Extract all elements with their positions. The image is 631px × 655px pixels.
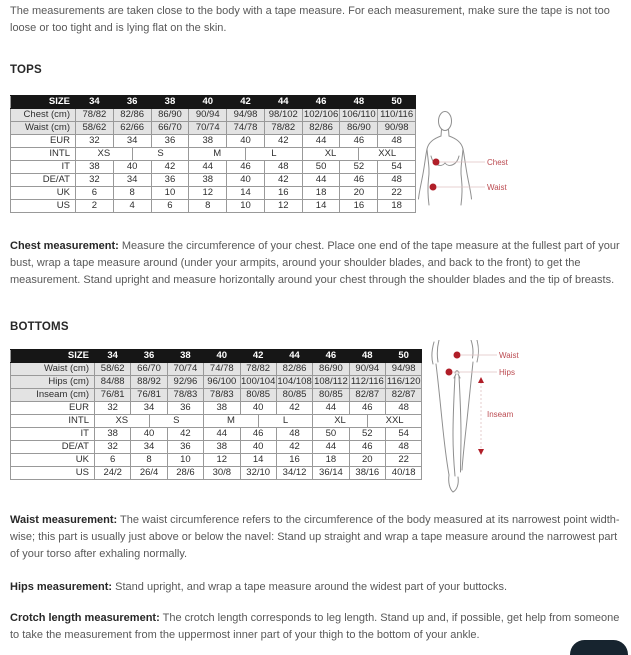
table-cell: 84/88 bbox=[95, 376, 131, 389]
tops-heading: TOPS bbox=[10, 64, 42, 76]
table-cell: 36 bbox=[151, 174, 189, 187]
row-label-cell: EUR bbox=[11, 135, 76, 148]
table-cell: 34 bbox=[113, 135, 151, 148]
table-row bbox=[11, 402, 422, 415]
table-cell: 36 bbox=[151, 135, 189, 148]
table-cell: 32 bbox=[95, 441, 131, 454]
row-label-cell: UK bbox=[11, 454, 95, 467]
table-cell: 30/8 bbox=[204, 467, 240, 480]
table-cell: 34 bbox=[113, 174, 151, 187]
size-column-header: 38 bbox=[167, 350, 203, 363]
table-cell: 18 bbox=[313, 454, 349, 467]
row-label-cell: INTL bbox=[11, 415, 95, 428]
waist-figure-label: Waist bbox=[499, 351, 519, 360]
table-cell: 48 bbox=[264, 161, 302, 174]
table-cell: 82/86 bbox=[113, 109, 151, 122]
crotch-paragraph-lead: Crotch length measurement: bbox=[10, 612, 160, 624]
table-cell: 36/14 bbox=[313, 467, 349, 480]
table-row bbox=[11, 109, 416, 122]
table-cell: 22 bbox=[386, 454, 422, 467]
table-cell: 40 bbox=[113, 161, 151, 174]
table-cell: 40 bbox=[240, 402, 276, 415]
row-label-cell: Chest (cm) bbox=[11, 109, 76, 122]
table-row bbox=[11, 200, 416, 213]
size-column-header: 40 bbox=[189, 96, 227, 109]
table-cell: 32 bbox=[76, 135, 114, 148]
table-row bbox=[11, 122, 416, 135]
table-cell: 58/62 bbox=[76, 122, 114, 135]
table-cell: 2 bbox=[76, 200, 114, 213]
table-cell: 48 bbox=[276, 428, 312, 441]
row-label-cell: EUR bbox=[11, 402, 95, 415]
row-label-cell: US bbox=[11, 200, 76, 213]
table-cell: 52 bbox=[349, 428, 385, 441]
inseam-figure-label: Inseam bbox=[487, 410, 514, 419]
table-row bbox=[11, 428, 422, 441]
table-row bbox=[11, 467, 422, 480]
inseam-arrow-down bbox=[478, 449, 484, 455]
intro-text: The measurements are taken close to the body with a tape measure. For each measurement, make sure the tape is not too loose or too tight and is lying flat on the skin. bbox=[10, 5, 610, 34]
table-cell: 82/86 bbox=[302, 122, 340, 135]
table-cell: 42 bbox=[276, 402, 312, 415]
size-column-header: 46 bbox=[302, 96, 340, 109]
table-cell: 44 bbox=[204, 428, 240, 441]
table-cell: 80/85 bbox=[276, 389, 312, 402]
table-cell: 46 bbox=[240, 428, 276, 441]
tops-size-table bbox=[10, 95, 416, 213]
table-cell: 6 bbox=[95, 454, 131, 467]
table-cell: 44 bbox=[313, 441, 349, 454]
table-cell: 34 bbox=[131, 402, 167, 415]
tops-figure bbox=[415, 105, 530, 220]
table-cell: 34 bbox=[131, 441, 167, 454]
table-cell: 78/83 bbox=[204, 389, 240, 402]
table-row bbox=[11, 174, 416, 187]
table-cell: 70/74 bbox=[189, 122, 227, 135]
table-cell: 78/83 bbox=[167, 389, 203, 402]
table-cell: 74/78 bbox=[227, 122, 265, 135]
table-row bbox=[11, 363, 422, 376]
table-cell: 38 bbox=[189, 174, 227, 187]
table-cell: 16 bbox=[264, 187, 302, 200]
table-cell: 82/86 bbox=[276, 363, 312, 376]
row-label-cell: Waist (cm) bbox=[11, 363, 95, 376]
chest-paragraph-lead: Chest measurement: bbox=[10, 240, 119, 252]
table-cell: L bbox=[258, 415, 313, 428]
table-cell: 12 bbox=[189, 187, 227, 200]
table-cell: 42 bbox=[276, 441, 312, 454]
table-cell: 96/100 bbox=[204, 376, 240, 389]
table-cell: 88/92 bbox=[131, 376, 167, 389]
size-header-cell: SIZE bbox=[11, 96, 76, 109]
table-cell: 28/6 bbox=[167, 467, 203, 480]
table-row bbox=[11, 187, 416, 200]
table-cell: 54 bbox=[378, 161, 416, 174]
row-label-cell: Hips (cm) bbox=[11, 376, 95, 389]
table-cell: 42 bbox=[151, 161, 189, 174]
waist-marker-dot bbox=[454, 352, 461, 359]
bottoms-heading: BOTTOMS bbox=[10, 321, 69, 333]
table-cell: 44 bbox=[313, 402, 349, 415]
table-row bbox=[11, 454, 422, 467]
table-cell: 38 bbox=[204, 441, 240, 454]
table-cell: 100/104 bbox=[241, 376, 276, 387]
table-cell: 8 bbox=[131, 454, 167, 467]
table-cell: 18 bbox=[378, 200, 416, 213]
table-cell: 38 bbox=[204, 402, 240, 415]
table-cell: 12 bbox=[204, 454, 240, 467]
table-cell: 44 bbox=[302, 135, 340, 148]
legs-outline bbox=[432, 340, 479, 492]
bottoms-size-table bbox=[10, 349, 422, 480]
table-cell: 40 bbox=[227, 174, 265, 187]
table-cell: 50 bbox=[313, 428, 349, 441]
table-cell: 48 bbox=[386, 402, 422, 415]
table-cell: 18 bbox=[302, 187, 340, 200]
table-row bbox=[11, 441, 422, 454]
table-cell: 34/12 bbox=[276, 467, 312, 480]
table-cell: XXL bbox=[367, 415, 422, 428]
row-label-cell: US bbox=[11, 467, 95, 480]
table-cell: 46 bbox=[349, 441, 385, 454]
table-cell: 94/98 bbox=[227, 109, 265, 122]
table-cell: 14 bbox=[302, 200, 340, 213]
table-cell: 20 bbox=[340, 187, 378, 200]
row-label-cell: UK bbox=[11, 187, 76, 200]
table-cell: 38/16 bbox=[349, 467, 385, 480]
table-cell: 82/87 bbox=[386, 389, 422, 402]
row-label-cell: Inseam (cm) bbox=[11, 389, 95, 402]
waist-measurement-paragraph bbox=[10, 512, 626, 563]
table-cell: 86/90 bbox=[340, 122, 378, 135]
table-cell: 110/116 bbox=[378, 109, 416, 122]
crotch-paragraph-text: The crotch length corresponds to leg length. Stand up and, if possible, get help from someone to take the measurement from the uppermost inner part of your thigh to the bottom of your ankle. bbox=[10, 612, 620, 641]
table-cell: 48 bbox=[378, 174, 416, 187]
table-cell: 6 bbox=[76, 187, 114, 200]
hips-paragraph-lead: Hips measurement: bbox=[10, 581, 113, 593]
table-cell: XS bbox=[76, 148, 133, 161]
table-cell: 10 bbox=[227, 200, 265, 213]
size-column-header: 50 bbox=[386, 350, 422, 363]
chest-marker-dot bbox=[433, 159, 440, 166]
bottoms-figure bbox=[425, 340, 545, 495]
table-cell: L bbox=[246, 148, 303, 161]
table-cell: 8 bbox=[189, 200, 227, 213]
hips-figure-label: Hips bbox=[499, 368, 516, 377]
table-cell: M bbox=[204, 415, 259, 428]
size-header-cell: SIZE bbox=[11, 350, 95, 363]
table-cell: 50 bbox=[302, 161, 340, 174]
table-cell: S bbox=[149, 415, 204, 428]
table-cell: 12 bbox=[264, 200, 302, 213]
table-cell: 36 bbox=[167, 441, 203, 454]
table-cell: 24/2 bbox=[95, 467, 131, 480]
table-row bbox=[11, 376, 422, 389]
hips-paragraph-text: Stand upright, and wrap a tape measure around the widest part of your buttocks. bbox=[115, 581, 508, 593]
table-cell: 8 bbox=[113, 187, 151, 200]
waist-paragraph-lead: Waist measurement: bbox=[10, 514, 118, 526]
table-header-row bbox=[11, 96, 416, 109]
table-row bbox=[11, 135, 416, 148]
table-cell: 90/94 bbox=[189, 109, 227, 122]
chest-figure-label: Chest bbox=[487, 158, 508, 167]
table-cell: 62/66 bbox=[113, 122, 151, 135]
table-cell: 46 bbox=[340, 135, 378, 148]
table-cell: 16 bbox=[276, 454, 312, 467]
row-label-cell: Waist (cm) bbox=[11, 122, 76, 135]
table-cell: 46 bbox=[227, 161, 265, 174]
table-cell: 38 bbox=[76, 161, 114, 174]
table-cell: 108/112 bbox=[314, 376, 348, 387]
size-column-header: 42 bbox=[240, 350, 276, 363]
size-column-header: 36 bbox=[113, 96, 151, 109]
table-cell: 74/78 bbox=[204, 363, 240, 376]
table-cell: 104/108 bbox=[277, 376, 312, 387]
table-cell: XS bbox=[95, 415, 150, 428]
table-cell: 52 bbox=[340, 161, 378, 174]
table-cell: 48 bbox=[386, 441, 422, 454]
table-cell: 42 bbox=[264, 135, 302, 148]
table-cell: 78/82 bbox=[240, 363, 276, 376]
table-cell: 80/85 bbox=[240, 389, 276, 402]
row-label-cell: IT bbox=[11, 161, 76, 174]
size-column-header: 44 bbox=[264, 96, 302, 109]
table-cell: 70/74 bbox=[167, 363, 203, 376]
table-cell: 76/81 bbox=[95, 389, 131, 402]
table-cell: 86/90 bbox=[313, 363, 349, 376]
chest-measurement-paragraph bbox=[10, 238, 626, 289]
size-column-header: 48 bbox=[340, 96, 378, 109]
row-label-cell: INTL bbox=[11, 148, 76, 161]
table-cell: 106/110 bbox=[340, 109, 378, 122]
table-cell: 10 bbox=[167, 454, 203, 467]
table-cell: 46 bbox=[349, 402, 385, 415]
table-cell: XL bbox=[313, 415, 368, 428]
size-column-header: 40 bbox=[204, 350, 240, 363]
size-column-header: 48 bbox=[349, 350, 385, 363]
table-cell: 98/102 bbox=[264, 109, 302, 122]
table-cell: 14 bbox=[227, 187, 265, 200]
table-cell: 40 bbox=[227, 135, 265, 148]
table-cell: 36 bbox=[167, 402, 203, 415]
table-cell: 80/85 bbox=[313, 389, 349, 402]
size-column-header: 50 bbox=[378, 96, 416, 109]
inseam-arrow-up bbox=[478, 377, 484, 383]
table-row bbox=[11, 415, 422, 428]
table-cell: 32 bbox=[76, 174, 114, 187]
table-cell: 90/94 bbox=[349, 363, 385, 376]
table-cell: 112/116 bbox=[350, 376, 384, 387]
row-label-cell: DE/AT bbox=[11, 174, 76, 187]
table-cell: M bbox=[189, 148, 246, 161]
table-cell: 90/98 bbox=[378, 122, 416, 135]
table-cell: 16 bbox=[340, 200, 378, 213]
table-cell: 94/98 bbox=[386, 363, 422, 376]
table-cell: 42 bbox=[264, 174, 302, 187]
size-column-header: 44 bbox=[276, 350, 312, 363]
table-cell: 76/81 bbox=[131, 389, 167, 402]
table-cell: 54 bbox=[386, 428, 422, 441]
waist-marker-dot bbox=[430, 184, 437, 191]
row-label-cell: IT bbox=[11, 428, 95, 441]
table-cell: 38 bbox=[95, 428, 131, 441]
table-cell: S bbox=[132, 148, 189, 161]
table-cell: 116/120 bbox=[386, 376, 421, 387]
table-cell: 4 bbox=[113, 200, 151, 213]
hips-marker-dot bbox=[446, 369, 453, 376]
waist-paragraph-text: The waist circumference refers to the circumference of the body measured at its narrowest point width-wise; this part is usually just above or below the navel: Stand up straight and wrap a tape measure around the narrowest part of your torso after exhaling normally. bbox=[10, 514, 620, 560]
table-cell: 44 bbox=[189, 161, 227, 174]
table-cell: 10 bbox=[151, 187, 189, 200]
table-cell: 86/90 bbox=[151, 109, 189, 122]
size-column-header: 46 bbox=[313, 350, 349, 363]
size-column-header: 38 bbox=[151, 96, 189, 109]
female-torso-outline bbox=[419, 112, 472, 206]
table-cell: 78/82 bbox=[264, 122, 302, 135]
chest-paragraph-text: Measure the circumference of your chest. Place one end of the tape measure at the fullest part of your bust, wrap a tape measure around (under your armpits, around your shoulder blades, and back to the front) to get the measurement. Stand upright and measure horizontally around your chest through the shoulder blades and the tip of breasts. bbox=[10, 240, 620, 286]
crotch-measurement-paragraph bbox=[10, 610, 626, 644]
table-cell: 38 bbox=[189, 135, 227, 148]
size-column-header: 42 bbox=[227, 96, 265, 109]
table-cell: 40 bbox=[131, 428, 167, 441]
table-row bbox=[11, 389, 422, 402]
table-cell: 42 bbox=[167, 428, 203, 441]
table-cell: 78/82 bbox=[76, 109, 114, 122]
size-column-header: 36 bbox=[131, 350, 167, 363]
hips-measurement-paragraph bbox=[10, 579, 626, 596]
size-column-header: 34 bbox=[76, 96, 114, 109]
table-row bbox=[11, 148, 416, 161]
table-cell: 66/70 bbox=[151, 122, 189, 135]
table-cell: 48 bbox=[378, 135, 416, 148]
table-cell: 14 bbox=[240, 454, 276, 467]
table-cell: 92/96 bbox=[167, 376, 203, 389]
size-column-header: 34 bbox=[95, 350, 131, 363]
table-cell: 44 bbox=[302, 174, 340, 187]
table-cell: 66/70 bbox=[131, 363, 167, 376]
table-cell: 20 bbox=[349, 454, 385, 467]
chat-widget-button[interactable] bbox=[570, 640, 628, 655]
table-cell: 58/62 bbox=[95, 363, 131, 376]
row-label-cell: DE/AT bbox=[11, 441, 95, 454]
table-cell: XL bbox=[302, 148, 359, 161]
intro-paragraph bbox=[10, 3, 626, 37]
table-cell: 46 bbox=[340, 174, 378, 187]
table-cell: 26/4 bbox=[131, 467, 167, 480]
table-cell: 22 bbox=[378, 187, 416, 200]
table-cell: 40 bbox=[240, 441, 276, 454]
table-cell: XXL bbox=[359, 148, 416, 161]
table-header-row bbox=[11, 350, 422, 363]
table-cell: 32/10 bbox=[240, 467, 276, 480]
table-cell: 32 bbox=[95, 402, 131, 415]
waist-figure-label: Waist bbox=[487, 183, 507, 192]
table-row bbox=[11, 161, 416, 174]
table-cell: 40/18 bbox=[386, 467, 422, 480]
table-cell: 102/106 bbox=[303, 109, 339, 120]
table-cell: 6 bbox=[151, 200, 189, 213]
table-cell: 82/87 bbox=[349, 389, 385, 402]
